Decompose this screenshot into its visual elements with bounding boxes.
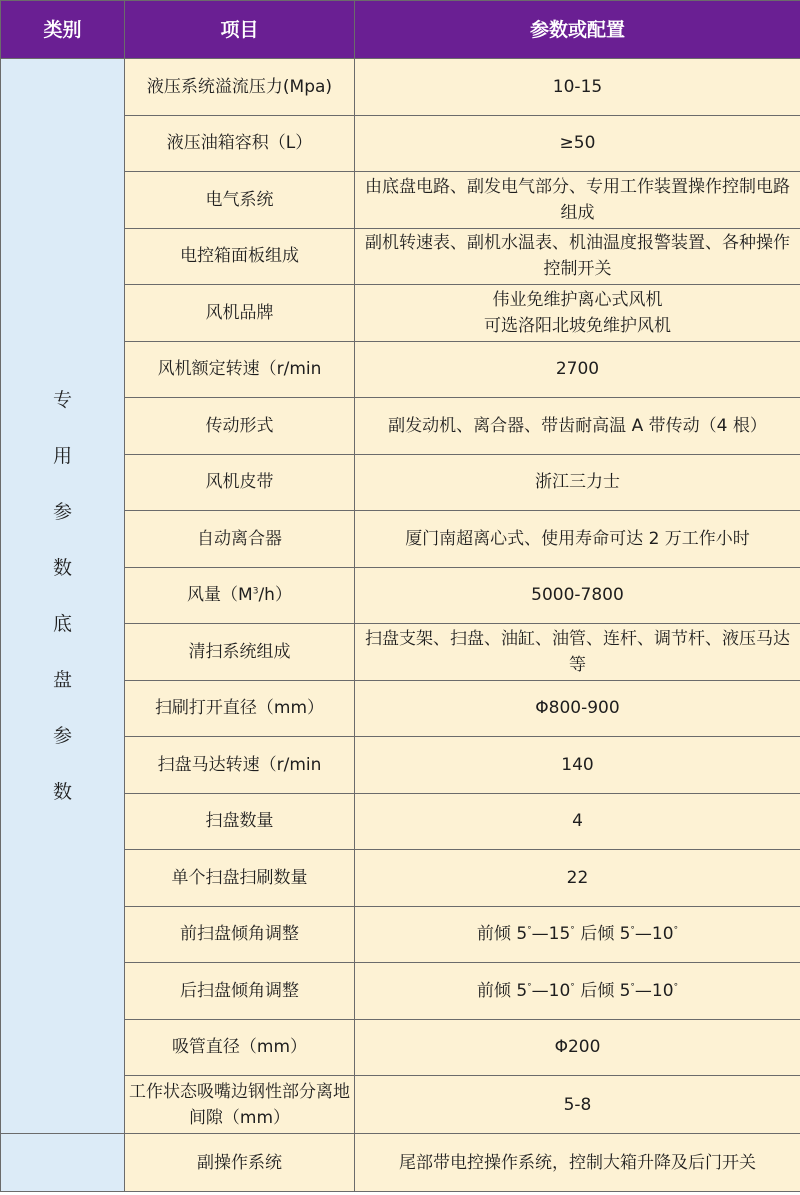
item-cell: 风机额定转速（r/min xyxy=(125,341,355,398)
value-cell: 2700 xyxy=(355,341,800,398)
item-cell: 风机皮带 xyxy=(125,454,355,511)
item-text: /h） xyxy=(258,585,292,606)
value-line: 伟业免维护离心式风机 xyxy=(492,289,663,310)
header-row xyxy=(1,1,800,59)
category-char: 底 xyxy=(52,613,72,635)
degree-mark: ° xyxy=(527,982,532,993)
value-cell: 副机转速表、副机水温表、机油温度报警装置、各种操作控制开关 xyxy=(355,228,800,285)
item-cell: 前扫盘倾角调整 xyxy=(125,906,355,963)
category-char: 参 xyxy=(52,501,72,523)
value-cell: 140 xyxy=(355,737,800,794)
item-cell: 后扫盘倾角调整 xyxy=(125,963,355,1020)
item-cell: 电控箱面板组成 xyxy=(125,228,355,285)
value-cell: 10-15 xyxy=(355,59,800,116)
degree-mark: ° xyxy=(673,982,679,993)
value-cell: 浙江三力士 xyxy=(355,454,800,511)
item-cell: 传动形式 xyxy=(125,398,355,455)
angle-text: —10 xyxy=(531,980,571,1001)
value-cell: 5-8 xyxy=(355,1076,800,1134)
angle-text: —10 xyxy=(634,980,674,1001)
item-cell: 吸管直径（mm） xyxy=(125,1019,355,1076)
value-cell: 扫盘支架、扫盘、油缸、油管、连杆、调节杆、液压马达等 xyxy=(355,624,800,681)
value-cell: Φ200 xyxy=(355,1019,800,1076)
item-cell: 扫盘马达转速（r/min xyxy=(125,737,355,794)
angle-text: —15 xyxy=(531,924,571,945)
degree-mark: ° xyxy=(570,925,575,936)
item-cell: 工作状态吸嘴边钢性部分离地间隙（mm） xyxy=(125,1076,355,1134)
angle-text: 后倾 5 xyxy=(574,924,631,945)
angle-text: 前倾 5 xyxy=(476,980,528,1001)
item-cell: 扫盘数量 xyxy=(125,793,355,850)
item-cell: 扫刷打开直径（mm） xyxy=(125,680,355,737)
category-char: 盘 xyxy=(52,669,72,691)
item-cell: 清扫系统组成 xyxy=(125,624,355,681)
degree-mark: ° xyxy=(630,982,635,993)
header-value: 参数或配置 xyxy=(355,1,800,59)
category-char: 数 xyxy=(52,557,72,579)
value-cell: 由底盘电路、副发电气部分、专用工作装置操作控制电路组成 xyxy=(355,172,800,229)
value-cell: 厦门南超离心式、使用寿命可达 2 万工作小时 xyxy=(355,511,800,568)
angle-text: 后倾 5 xyxy=(574,980,631,1001)
value-cell: Φ800-900 xyxy=(355,680,800,737)
table-row xyxy=(1,59,800,116)
degree-mark: ° xyxy=(673,925,679,936)
value-cell: 4 xyxy=(355,793,800,850)
value-cell xyxy=(355,285,800,342)
item-cell: 液压油箱容积（L） xyxy=(125,115,355,172)
category-cell-empty xyxy=(1,1134,125,1192)
superscript: 3 xyxy=(252,586,259,597)
degree-mark: ° xyxy=(570,982,575,993)
category-char: 参 xyxy=(52,725,72,747)
item-cell xyxy=(125,567,355,624)
item-cell: 副操作系统 xyxy=(125,1134,355,1192)
table-row-last xyxy=(1,1134,800,1192)
category-char: 用 xyxy=(52,445,72,467)
angle-text: —10 xyxy=(634,924,674,945)
value-cell: 5000-7800 xyxy=(355,567,800,624)
value-cell: 副发动机、离合器、带齿耐高温 A 带传动（4 根） xyxy=(355,398,800,455)
item-text: 风量（M xyxy=(187,585,253,606)
value-cell: 尾部带电控操作系统，控制大箱升降及后门开关 xyxy=(355,1134,800,1192)
value-cell: 22 xyxy=(355,850,800,907)
category-char: 数 xyxy=(52,781,72,803)
header-category: 类别 xyxy=(1,1,125,59)
category-cell xyxy=(1,59,125,1134)
value-cell xyxy=(355,963,800,1020)
item-cell: 风机品牌 xyxy=(125,285,355,342)
angle-text: 前倾 5 xyxy=(476,924,528,945)
item-cell: 自动离合器 xyxy=(125,511,355,568)
item-cell: 单个扫盘扫刷数量 xyxy=(125,850,355,907)
value-cell: ≥50 xyxy=(355,115,800,172)
value-line: 可选洛阳北坡免维护风机 xyxy=(484,315,671,336)
header-item: 项目 xyxy=(125,1,355,59)
item-cell: 电气系统 xyxy=(125,172,355,229)
value-cell xyxy=(355,906,800,963)
category-char: 专 xyxy=(52,389,72,411)
degree-mark: ° xyxy=(527,925,532,936)
degree-mark: ° xyxy=(630,925,635,936)
item-cell: 液压系统溢流压力(Mpa) xyxy=(125,59,355,116)
